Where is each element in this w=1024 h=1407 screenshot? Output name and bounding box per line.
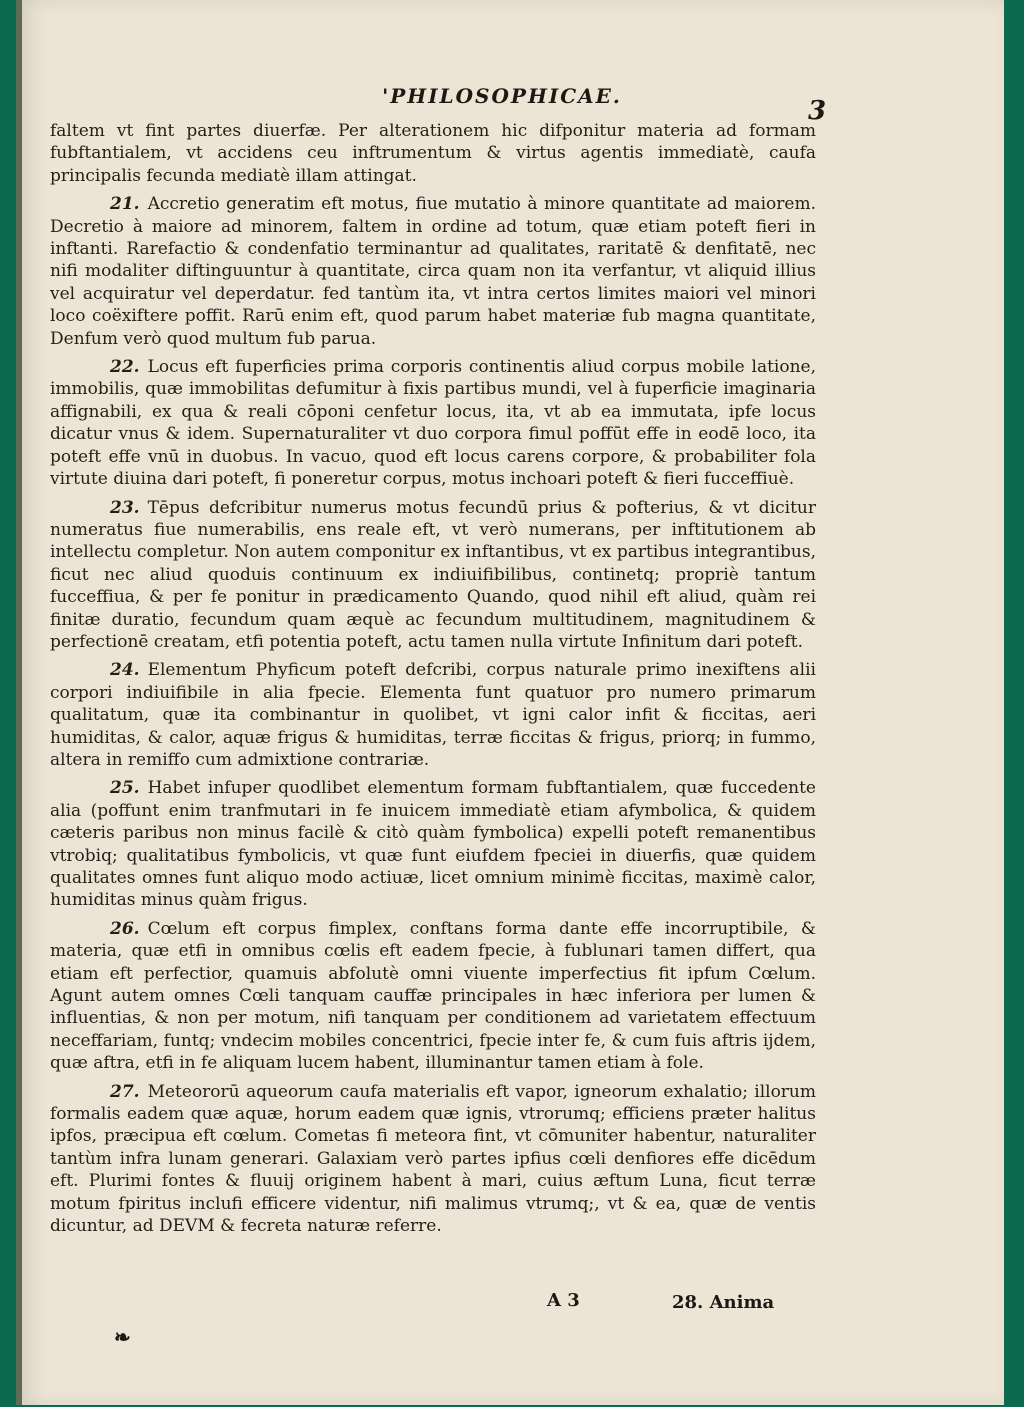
catchword: 28. Anima bbox=[672, 1292, 775, 1313]
page-edge-left bbox=[0, 0, 22, 1407]
page-edge-right bbox=[1004, 0, 1024, 1407]
paragraph-25: 25. Habet infuper quodlibet elementum formam fubftantialem, quæ fuccedente alia (poffunt enim tranfmutari in fe inuicem immediatè etiam afymbolica, & quidem cæteris paribus non minus facilè & citò quàm fymbolica) expelli poteft remanentibus vtrobiq; qualitatibus fymbolicis, vt quæ funt eiufdem fpeciei in diuerfis, quæ quidem qualitates omnes funt aliquo modo actiuæ, licet omnium minimè ficcitas, maximè calor, humiditas minus quàm frigus. bbox=[50, 778, 816, 911]
running-head: 'PHILOSOPHICAE. bbox=[382, 84, 622, 108]
paragraph-27: 27. Meteororū aqueorum caufa materialis eft vapor, igneorum exhalatio; illorum formalis eadem quæ aquæ, horum eadem quæ ignis, vtrorumq; efficiens præter halitus ipfos, præcipua eft cœlum. Cometas fi meteora fint, vt cōmuniter habentur, naturaliter tantùm infra lunam generari. Galaxiam verò partes ipfius cœli denfiores effe dicēdum eft. Plurimi fontes & fluuij originem habent à mari, cuius æftum Luna, ficut terræ motum fpiritus inclufi efficere videntur, nifi malimus vtrumq;, vt & ea, quæ de ventis dicuntur, ad DEVM & fecreta naturæ referre. bbox=[50, 1081, 816, 1237]
paragraph-26: 26. Cœlum eft corpus fimplex, conftans forma dante effe incorruptibile, & materia, quæ etfi in omnibus cœlis eft eadem fpecie, à fublunari tamen differt, qua etiam eft perfectior, quamuis abfolutè omni viuente imperfectius fit ipfum Cœlum. Agunt autem omnes Cœli tanquam cauffæ principales in hæc inferiora per lumen & influentias, & non per motum, nifi tanquam per conditionem ad varietatem effectuum neceffariam, funtq; vndecim mobiles concentrici, fpecie inter fe, & cum fuis aftris ijdem, quæ aftra, etfi in fe aliquam lucem habent, illuminantur tamen etiam à fole. bbox=[50, 918, 816, 1074]
paragraph-24: 24. Elementum Phyficum poteft defcribi, corpus naturale primo inexiftens alii corpori indiuifibile in alia fpecie. Elementa funt quatuor pro numero primarum qualitatum, quæ ita combinantur in quolibet, vt igni calor infit & ficcitas, aeri humiditas, & calor, aquæ frigus & humiditas, terræ ficcitas & frigus, priorq; in fummo, altera in remiffo cum admixtione contrariæ. bbox=[50, 660, 816, 770]
paragraph-22: 22. Locus eft fuperficies prima corporis continentis aliud corpus mobile latione, immobilis, quæ immobilitas defumitur à fixis partibus mundi, vel à fuperficie imaginaria affignabili, ex qua & reali cōponi cenfetur locus, ita, vt ab ea immutata, ipfe locus dicatur vnus & idem. Supernaturaliter vt duo corpora fimul poffūt effe in eodē loco, ita poteft effe vnū in duobus. In vacuo, quod eft locus carens corpore, & probabiliter fola virtute diuina dari poteft, fi poneretur corpus, motus inchoari poteft & fieri fucceffiuè. bbox=[50, 357, 816, 490]
paragraph-23: 23. Tēpus defcribitur numerus motus fecundū prius & pofterius, & vt dicitur numeratus fiue numerabilis, ens reale eft, vt verò numerans, per inftitutionem ab intellectu completur. Non autem componitur ex inftantibus, vt ex partibus integrantibus, ficut nec aliud quoduis continuum ex indiuifibilibus, continetq; propriè tantum fucceffiua, & per fe ponitur in prædicamento Quando, quod nihil eft aliud, quàm rei finitæ duratio, fecundum quam æquè ac fecundum multitudinem, magnitudinem & perfectionē creatam, etfi potentia poteft, actu tamen nulla virtute Infinitum dari poteft. bbox=[50, 497, 816, 652]
book-page bbox=[22, 0, 1004, 1407]
signature-mark: A 3 bbox=[547, 1290, 580, 1311]
paragraph-21: 21. Accretio generatim eft motus, fiue mutatio à minore quantitate ad maiorem. Decretio à maiore ad minorem, faltem in ordine ad totum, quæ etiam poteft fieri in inftanti. Rarefactio & condenfatio terminantur ad qualitates, raritatē & denfitatē, nec nifi modaliter diftinguuntur à quantitate, circa quam non ita verfantur, vt aliquid illius vel acquiratur vel deperdatur. fed tantùm ita, vt intra certos limites maiori vel minori loco coëxiftere poffit. Rarū enim eft, quod parum habet materiæ fub magna quantitate, Denfum verò quod multum fub parua. bbox=[50, 194, 816, 349]
body-text bbox=[50, 120, 816, 1244]
paragraph-continuation: faltem vt fint partes diuerfæ. Per alterationem hic difponitur materia ad formam fubftantialem, vt accidens ceu inftrumentum & virtus agentis immediatè, caufa principalis fecunda mediatè illam attingat. bbox=[50, 121, 816, 186]
page-number: 3 bbox=[808, 96, 827, 126]
ornament-icon: ❧ bbox=[114, 1325, 131, 1349]
